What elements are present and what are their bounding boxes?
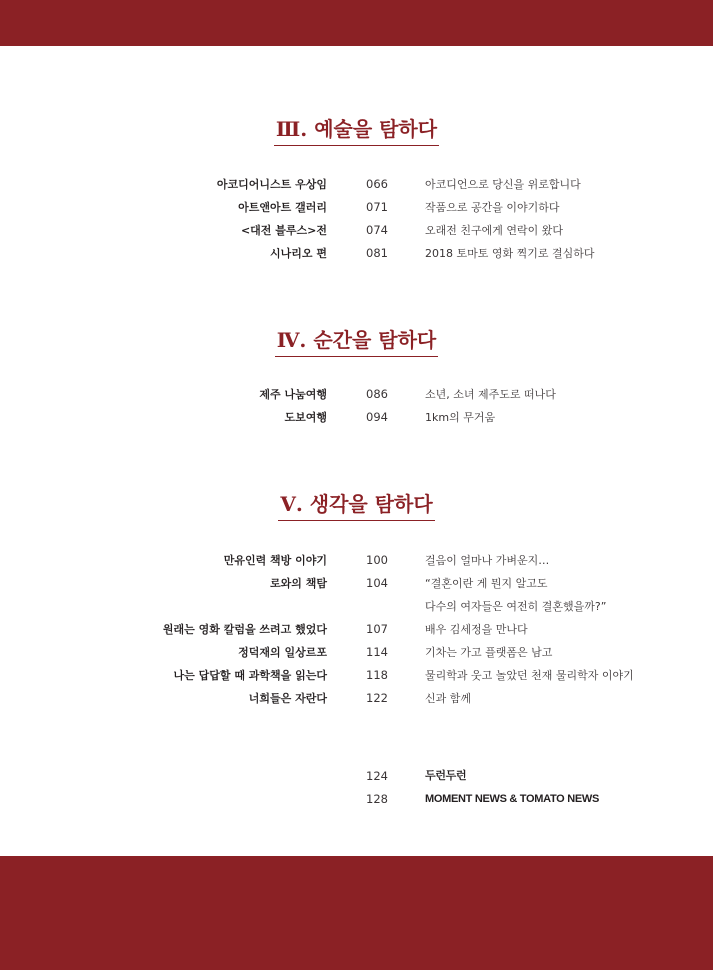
toc-entry[interactable]: [0, 173, 713, 196]
entry-page: 107: [366, 622, 388, 636]
entry-desc: 1km의 무거움: [425, 411, 496, 424]
toc-list-section-5: [0, 549, 713, 710]
entry-desc: 물리학과 웃고 놀았던 천재 물리학자 이야기: [425, 669, 634, 682]
toc-entry[interactable]: [0, 242, 713, 265]
section-title-5: Ⅴ. 생각을 탐하다: [0, 491, 713, 521]
entry-title: 아코디어니스트 우상임: [216, 178, 327, 191]
entry-title: 아트앤아트 갤러리: [238, 201, 327, 214]
entry-desc: 배우 김세정을 만나다: [425, 623, 528, 636]
entry-desc: 걸음이 얼마나 가벼운지…: [425, 554, 550, 567]
entry-page: 066: [366, 177, 388, 191]
entry-title: 너희들은 자란다: [248, 692, 327, 705]
entry-desc: “결혼이란 게 뭔지 알고도: [425, 577, 548, 590]
toc-list-section-4: [0, 383, 713, 429]
section-title-3: Ⅲ. 예술을 탐하다: [0, 116, 713, 146]
toc-extra-entry[interactable]: [0, 788, 713, 811]
entry-desc: 작품으로 공간을 이야기하다: [425, 201, 560, 214]
entry-desc: 다수의 여자들은 여전히 결혼했을까?”: [425, 600, 607, 613]
toc-list-section-3: [0, 173, 713, 265]
entry-desc: 아코디언으로 당신을 위로합니다: [425, 178, 581, 191]
entry-page: 122: [366, 691, 388, 705]
entry-desc: 기차는 가고 플랫폼은 남고: [425, 646, 553, 659]
entry-page: 086: [366, 387, 388, 401]
toc-entry[interactable]: [0, 196, 713, 219]
entry-page: 100: [366, 553, 388, 567]
entry-title: 제주 나눔여행: [259, 388, 327, 401]
entry-desc: 소년, 소녀 제주도로 떠나다: [425, 388, 556, 401]
entry-desc: 2018 토마토 영화 찍기로 결심하다: [425, 247, 595, 260]
entry-title: <대전 블루스>전: [240, 224, 327, 237]
toc-extra-entry[interactable]: [0, 765, 713, 788]
toc-list-extras: [0, 765, 713, 811]
entry-page: 071: [366, 200, 388, 214]
entry-page: 104: [366, 576, 388, 590]
entry-page: 081: [366, 246, 388, 260]
toc-entry-continuation: [0, 595, 713, 618]
toc-entry[interactable]: [0, 383, 713, 406]
toc-entry[interactable]: [0, 406, 713, 429]
toc-entry[interactable]: [0, 219, 713, 242]
entry-title: 도보여행: [284, 411, 327, 424]
entry-title: 로와의 책탐: [270, 577, 327, 590]
entry-desc: 두런두런: [425, 770, 467, 782]
entry-desc: 신과 함께: [425, 692, 472, 705]
entry-desc: 오래전 친구에게 연락이 왔다: [425, 224, 564, 237]
toc-entry[interactable]: [0, 641, 713, 664]
entry-page: 094: [366, 410, 388, 424]
entry-title: 나는 답답할 때 과학책을 읽는다: [173, 669, 327, 682]
entry-title: 원래는 영화 칼럼을 쓰려고 했었다: [162, 623, 327, 636]
entry-title: 만유인력 책방 이야기: [223, 554, 327, 567]
toc-entry[interactable]: [0, 572, 713, 595]
entry-page: 124: [366, 769, 388, 783]
entry-desc: MOMENT NEWS & TOMATO NEWS: [425, 793, 599, 805]
entry-page: 114: [366, 645, 388, 659]
entry-page: 118: [366, 668, 388, 682]
entry-page: 128: [366, 792, 388, 806]
entry-page: 074: [366, 223, 388, 237]
toc-entry[interactable]: [0, 618, 713, 641]
toc-entry[interactable]: [0, 687, 713, 710]
entry-title: 정덕재의 일상르포: [238, 646, 327, 659]
entry-title: 시나리오 편: [270, 247, 327, 260]
section-title-4: Ⅳ. 순간을 탐하다: [0, 327, 713, 357]
toc-entry[interactable]: [0, 549, 713, 572]
top-band: [0, 0, 713, 46]
bottom-band: [0, 856, 713, 970]
toc-entry[interactable]: [0, 664, 713, 687]
